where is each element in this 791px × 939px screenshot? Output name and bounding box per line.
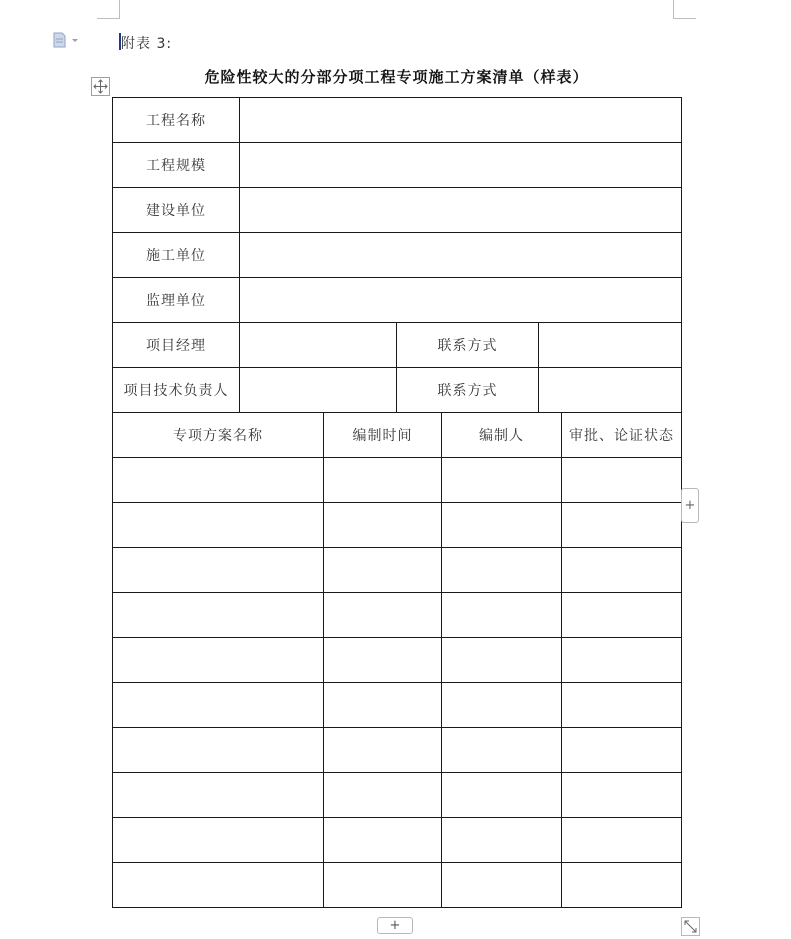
approval-status-cell[interactable] bbox=[562, 683, 682, 728]
header-plan-name: 专项方案名称 bbox=[113, 413, 324, 458]
project-manager-field[interactable] bbox=[240, 323, 397, 368]
label-manager-contact: 联系方式 bbox=[397, 323, 539, 368]
info-label-contractor: 施工单位 bbox=[113, 233, 240, 278]
manager-contact-field[interactable] bbox=[539, 323, 682, 368]
plan-name-cell[interactable] bbox=[113, 503, 324, 548]
add-row-button[interactable]: + bbox=[681, 488, 699, 523]
table-header-row bbox=[113, 413, 682, 458]
approval-status-cell[interactable] bbox=[562, 458, 682, 503]
plan-name-cell[interactable] bbox=[113, 818, 324, 863]
approval-status-cell[interactable] bbox=[562, 593, 682, 638]
prepared-date-cell[interactable] bbox=[324, 863, 442, 908]
prepared-date-cell[interactable] bbox=[324, 683, 442, 728]
table-row bbox=[113, 458, 682, 503]
table-row bbox=[113, 638, 682, 683]
preparer-cell[interactable] bbox=[442, 863, 562, 908]
info-label-project-scale: 工程规模 bbox=[113, 143, 240, 188]
project-name-field[interactable] bbox=[240, 98, 682, 143]
plan-name-cell[interactable] bbox=[113, 863, 324, 908]
crop-mark-top-left bbox=[97, 0, 120, 19]
plan-name-cell[interactable] bbox=[113, 548, 324, 593]
prepared-date-cell[interactable] bbox=[324, 593, 442, 638]
supervisor-field[interactable] bbox=[240, 278, 682, 323]
approval-status-cell[interactable] bbox=[562, 503, 682, 548]
project-table bbox=[112, 97, 682, 908]
info-label-construction-unit: 建设单位 bbox=[113, 188, 240, 233]
contractor-field[interactable] bbox=[240, 233, 682, 278]
resize-handle-icon[interactable] bbox=[681, 917, 700, 936]
preparer-cell[interactable] bbox=[442, 683, 562, 728]
construction-unit-field[interactable] bbox=[240, 188, 682, 233]
plan-list bbox=[113, 458, 682, 908]
approval-status-cell[interactable] bbox=[562, 863, 682, 908]
preparer-cell[interactable] bbox=[442, 503, 562, 548]
table-row bbox=[113, 728, 682, 773]
preparer-cell[interactable] bbox=[442, 773, 562, 818]
table-row bbox=[113, 683, 682, 728]
plan-name-cell[interactable] bbox=[113, 593, 324, 638]
project-scale-field[interactable] bbox=[240, 143, 682, 188]
table-row bbox=[113, 368, 682, 413]
preparer-cell[interactable] bbox=[442, 818, 562, 863]
prepared-date-cell[interactable] bbox=[324, 503, 442, 548]
add-column-button[interactable]: + bbox=[377, 917, 413, 934]
table-row bbox=[113, 233, 682, 278]
preparer-cell[interactable] bbox=[442, 728, 562, 773]
table-row bbox=[113, 548, 682, 593]
approval-status-cell[interactable] bbox=[562, 818, 682, 863]
table-row bbox=[113, 278, 682, 323]
prepared-date-cell[interactable] bbox=[324, 728, 442, 773]
table-row bbox=[113, 143, 682, 188]
lead-contact-field[interactable] bbox=[539, 368, 682, 413]
preparer-cell[interactable] bbox=[442, 458, 562, 503]
crop-mark-top-right bbox=[673, 0, 696, 19]
approval-status-cell[interactable] bbox=[562, 638, 682, 683]
prepared-date-cell[interactable] bbox=[324, 638, 442, 683]
document-title[interactable]: 危险性较大的分部分项工程专项施工方案清单（样表） bbox=[204, 68, 589, 86]
table-row bbox=[113, 818, 682, 863]
approval-status-cell[interactable] bbox=[562, 548, 682, 593]
table-row bbox=[113, 98, 682, 143]
header-approval-status: 审批、论证状态 bbox=[562, 413, 682, 458]
attachment-label[interactable]: 附表 3: bbox=[121, 36, 173, 52]
table-row bbox=[113, 323, 682, 368]
preparer-cell[interactable] bbox=[442, 638, 562, 683]
label-project-manager: 项目经理 bbox=[113, 323, 240, 368]
info-label-supervisor: 监理单位 bbox=[113, 278, 240, 323]
plan-name-cell[interactable] bbox=[113, 458, 324, 503]
prepared-date-cell[interactable] bbox=[324, 458, 442, 503]
label-lead-contact: 联系方式 bbox=[397, 368, 539, 413]
table-row bbox=[113, 188, 682, 233]
plan-name-cell[interactable] bbox=[113, 728, 324, 773]
technical-lead-field[interactable] bbox=[240, 368, 397, 413]
table-row bbox=[113, 503, 682, 548]
preparer-cell[interactable] bbox=[442, 548, 562, 593]
header-preparer: 编制人 bbox=[442, 413, 562, 458]
prepared-date-cell[interactable] bbox=[324, 773, 442, 818]
preparer-cell[interactable] bbox=[442, 593, 562, 638]
header-prepared-date: 编制时间 bbox=[324, 413, 442, 458]
info-label-project-name: 工程名称 bbox=[113, 98, 240, 143]
table-row bbox=[113, 593, 682, 638]
table-row bbox=[113, 773, 682, 818]
prepared-date-cell[interactable] bbox=[324, 818, 442, 863]
plan-name-cell[interactable] bbox=[113, 773, 324, 818]
label-technical-lead: 项目技术负责人 bbox=[113, 368, 240, 413]
plan-name-cell[interactable] bbox=[113, 683, 324, 728]
plan-name-cell[interactable] bbox=[113, 638, 324, 683]
move-handle-icon[interactable] bbox=[91, 77, 110, 96]
approval-status-cell[interactable] bbox=[562, 773, 682, 818]
document-icon[interactable] bbox=[52, 32, 82, 48]
prepared-date-cell[interactable] bbox=[324, 548, 442, 593]
approval-status-cell[interactable] bbox=[562, 728, 682, 773]
table-row bbox=[113, 863, 682, 908]
